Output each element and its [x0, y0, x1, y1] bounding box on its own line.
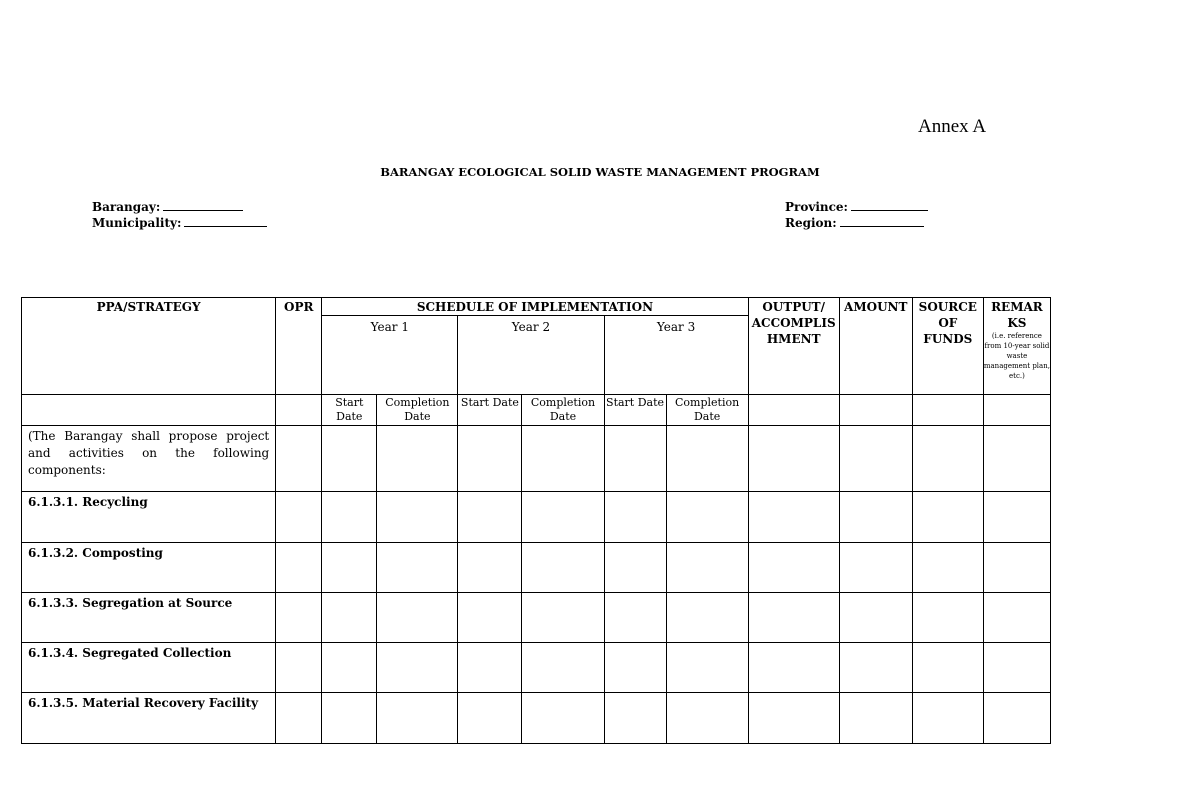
province-blank [851, 199, 928, 211]
empty-cell [604, 693, 666, 744]
year-3-header: Year 3 [604, 316, 748, 395]
source-of-funds-header: SOURCE OF FUNDS [912, 298, 983, 395]
table-row [22, 643, 1051, 693]
empty-cell [983, 426, 1050, 492]
empty-cell [666, 426, 748, 492]
empty-cell [912, 593, 983, 643]
empty-cell [983, 593, 1050, 643]
empty-cell [666, 492, 748, 543]
component-segregated-collection: 6.1.3.4. Segregated Collection [22, 643, 276, 693]
region-blank [840, 215, 924, 227]
empty-cell [604, 426, 666, 492]
year-3-completion-date: Completion Date [666, 395, 748, 426]
empty-cell [839, 693, 912, 744]
empty-cell [912, 395, 983, 426]
empty-cell [748, 395, 839, 426]
empty-cell [276, 492, 322, 543]
empty-cell [458, 643, 522, 693]
empty-cell [839, 593, 912, 643]
empty-cell [983, 395, 1050, 426]
empty-cell [604, 593, 666, 643]
header-row-1 [22, 298, 1051, 316]
remarks-header [983, 298, 1050, 395]
empty-cell [983, 693, 1050, 744]
component-material-recovery-facility: 6.1.3.5. Material Recovery Facility [22, 693, 276, 744]
opr-header: OPR [276, 298, 322, 395]
empty-cell [983, 543, 1050, 593]
amount-header: AMOUNT [839, 298, 912, 395]
empty-cell [839, 395, 912, 426]
barangay-field [92, 199, 243, 214]
empty-cell [839, 492, 912, 543]
empty-cell [912, 543, 983, 593]
empty-cell [322, 543, 377, 593]
empty-cell [377, 643, 458, 693]
annex-label: Annex A [918, 116, 987, 137]
year-2-completion-date: Completion Date [522, 395, 604, 426]
empty-cell [604, 543, 666, 593]
empty-cell [748, 492, 839, 543]
empty-cell [748, 543, 839, 593]
empty-cell [377, 543, 458, 593]
empty-cell [377, 426, 458, 492]
empty-cell [522, 492, 604, 543]
empty-cell [22, 395, 276, 426]
empty-cell [912, 492, 983, 543]
empty-cell [839, 643, 912, 693]
province-field [785, 199, 928, 214]
municipality-blank [184, 215, 267, 227]
table-row [22, 543, 1051, 593]
empty-cell [666, 693, 748, 744]
empty-cell [458, 693, 522, 744]
empty-cell [322, 693, 377, 744]
remarks-label: REMAR KS [991, 300, 1043, 330]
empty-cell [522, 593, 604, 643]
empty-cell [912, 693, 983, 744]
empty-cell [276, 426, 322, 492]
empty-cell [839, 426, 912, 492]
empty-cell [458, 426, 522, 492]
empty-cell [666, 593, 748, 643]
empty-cell [666, 643, 748, 693]
empty-cell [604, 492, 666, 543]
intro-text: (The Barangay shall propose project and activities on the following components: [22, 426, 276, 492]
municipality-field [92, 215, 267, 230]
region-field [785, 215, 924, 230]
component-recycling: 6.1.3.1. Recycling [22, 492, 276, 543]
empty-cell [983, 492, 1050, 543]
barangay-blank [163, 199, 243, 211]
table-row [22, 693, 1051, 744]
empty-cell [276, 395, 322, 426]
empty-cell [377, 593, 458, 643]
empty-cell [458, 543, 522, 593]
empty-cell [522, 643, 604, 693]
empty-cell [276, 693, 322, 744]
year-1-completion-date: Completion Date [377, 395, 458, 426]
table-row [22, 492, 1051, 543]
program-table [21, 297, 1051, 744]
empty-cell [322, 492, 377, 543]
component-segregation-at-source: 6.1.3.3. Segregation at Source [22, 593, 276, 643]
empty-cell [666, 543, 748, 593]
year-2-header: Year 2 [458, 316, 604, 395]
empty-cell [839, 543, 912, 593]
empty-cell [522, 693, 604, 744]
region-label: Region: [785, 216, 837, 230]
year-3-start-date: Start Date [604, 395, 666, 426]
municipality-label: Municipality: [92, 216, 182, 230]
schedule-header: SCHEDULE OF IMPLEMENTATION [322, 298, 748, 316]
table-row [22, 426, 1051, 492]
empty-cell [276, 543, 322, 593]
empty-cell [522, 426, 604, 492]
year-1-header: Year 1 [322, 316, 458, 395]
empty-cell [276, 643, 322, 693]
output-header: OUTPUT/ ACCOMPLIS HMENT [748, 298, 839, 395]
empty-cell [322, 426, 377, 492]
empty-cell [522, 543, 604, 593]
subheader-row [22, 395, 1051, 426]
empty-cell [377, 492, 458, 543]
empty-cell [912, 426, 983, 492]
empty-cell [912, 643, 983, 693]
empty-cell [604, 643, 666, 693]
barangay-label: Barangay: [92, 200, 161, 214]
empty-cell [458, 492, 522, 543]
year-1-start-date: Start Date [322, 395, 377, 426]
empty-cell [748, 426, 839, 492]
empty-cell [377, 693, 458, 744]
empty-cell [748, 593, 839, 643]
empty-cell [748, 693, 839, 744]
empty-cell [748, 643, 839, 693]
empty-cell [983, 643, 1050, 693]
empty-cell [322, 593, 377, 643]
ppa-strategy-header: PPA/STRATEGY [22, 298, 276, 395]
empty-cell [322, 643, 377, 693]
component-composting: 6.1.3.2. Composting [22, 543, 276, 593]
table-row [22, 593, 1051, 643]
remarks-note: (i.e. reference from 10-year solid waste management plan, etc.) [983, 332, 1050, 380]
empty-cell [458, 593, 522, 643]
page-title: BARANGAY ECOLOGICAL SOLID WASTE MANAGEMENT PROGRAM [380, 165, 820, 179]
province-label: Province: [785, 200, 848, 214]
year-2-start-date: Start Date [458, 395, 522, 426]
empty-cell [276, 593, 322, 643]
